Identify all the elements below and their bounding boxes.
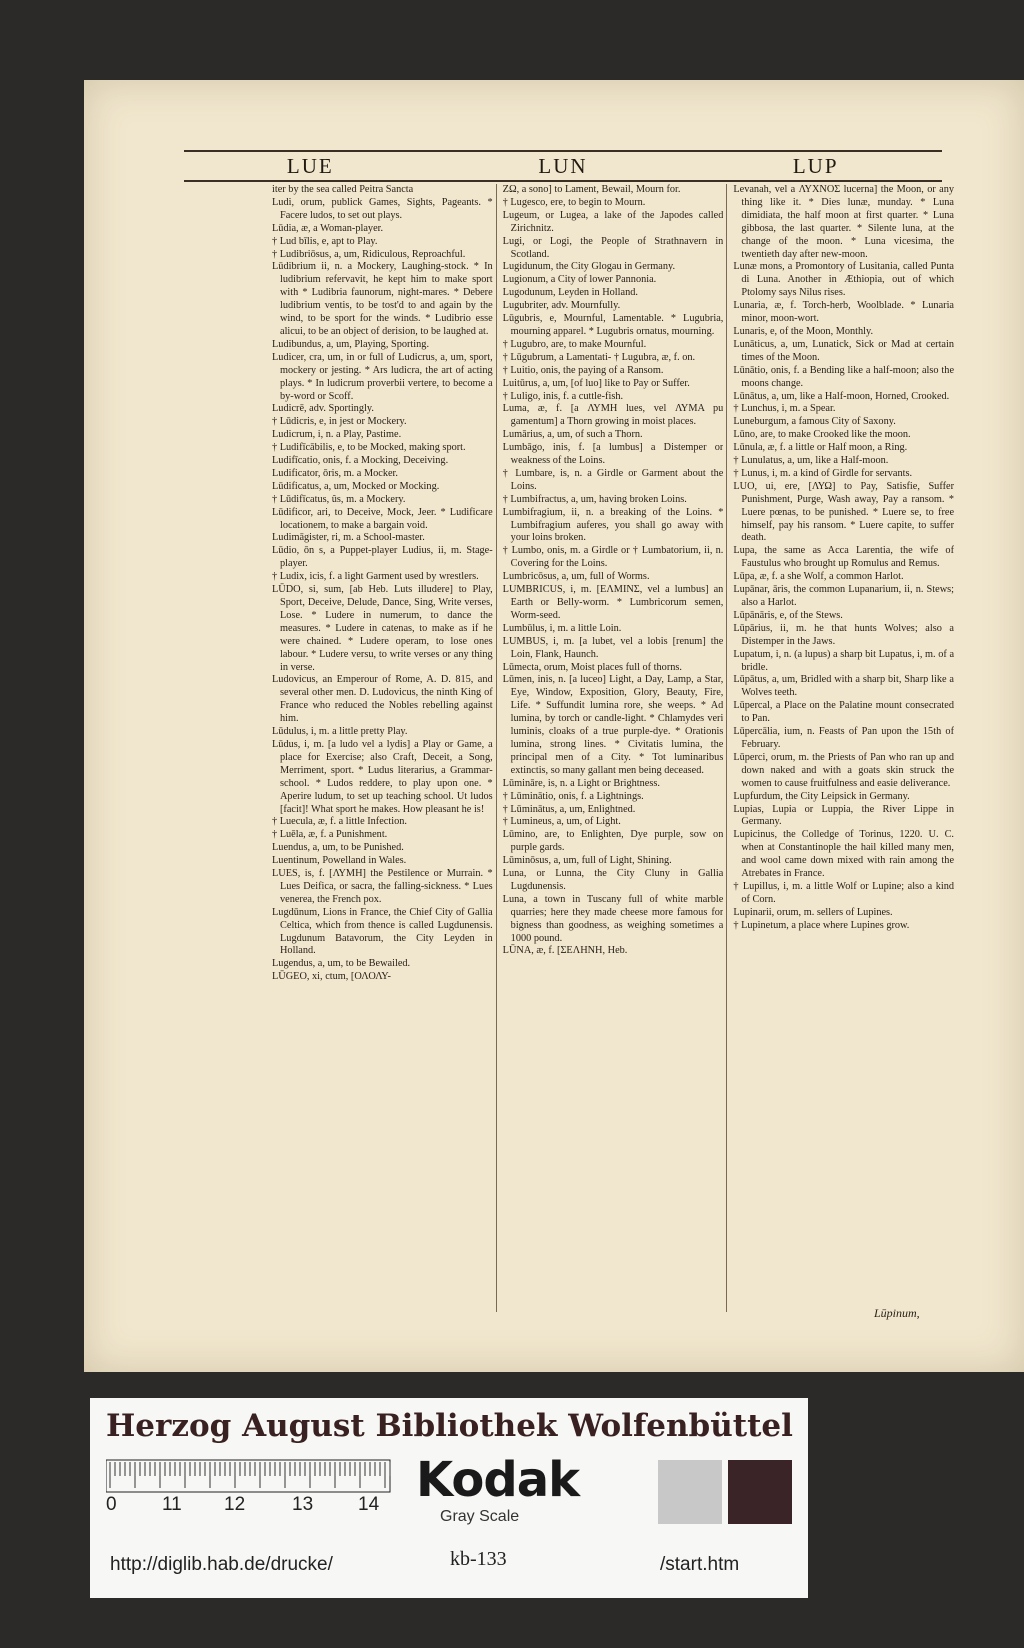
dictionary-entry: Lūgubris, e, Mournful, Lamentable. * Lugubria, mourning apparel. * Lugubris ornatus, mourning. — [502, 313, 724, 337]
dictionary-entry: Lūmino, are, to Enlighten, Dye purple, sow on purple gards. — [502, 829, 724, 854]
dictionary-entry: Ludicrum, i, n. a Play, Pastime. — [272, 429, 402, 441]
shelf-code: kb-133 — [450, 1548, 507, 1570]
dictionary-entry: Ludibundus, a, um, Playing, Sporting. — [272, 338, 430, 350]
dictionary-entry: Luna, a town in Tuscany full of white marble quarries; here they made cheese more famous for bigness than goodness, as weighing sometimes a 1000 pound. — [502, 893, 724, 944]
dictionary-entry: Lūpātus, a, um, Bridled with a sharp bit, Sharp like a Wolves teeth. — [733, 674, 955, 699]
dictionary-entry: Ludifīcatio, onis, f. a Mocking, Deceiving. — [272, 455, 449, 467]
header-center: LUN — [538, 154, 588, 178]
dictionary-entry: † Lumbifractus, a, um, having broken Loins. — [502, 493, 687, 505]
dictionary-entry: LUMBRICUS, i, m. [ΕΛΜΙΝΣ, vel a lumbus] an Earth or Belly-worm. * Lumbricorum semen, Worm-seed. — [502, 584, 724, 621]
dictionary-entry: Ludificator, ōris, m. a Mocker. — [272, 467, 398, 479]
dictionary-entry: Lupias, Lupia or Luppia, the River Lippe in Germany. — [733, 803, 955, 828]
column-left — [272, 184, 493, 1324]
column-center — [503, 184, 724, 1324]
dictionary-entry: † Ludibriōsus, a, um, Ridiculous, Reproachful. — [272, 248, 466, 260]
dictionary-entry: Lugdūnum, Lions in France, the Chief City of Gallia Celtica, which from thence is called Lugdunensis. Lugdunum Batavorum, the City Leyden in Holland. — [272, 906, 493, 957]
dictionary-entry: Lumārius, a, um, of such a Thorn. — [502, 429, 643, 441]
dictionary-columns — [272, 184, 954, 1324]
dictionary-entry: Lugidunum, the City Glogau in Germany. — [502, 261, 676, 273]
gray-scale-label: Gray Scale — [440, 1508, 520, 1525]
dictionary-entry: ΖΩ, a sono] to Lament, Bewail, Mourn for. — [502, 184, 681, 195]
dictionary-entry: LŪDO, si, sum, [ab Heb. Luts illudere] to Play, Sport, Deceive, Delude, Dance, Sing, Write verses, Lose. * Ludere in numerum, to dance the measures. * Ludere in catenas, to make as if he were chained. * Ludere operam, to lose ones labour. * Ludere versu, to write verses or any thing in verse. — [272, 584, 493, 673]
dictionary-entry: Lūdibrium ii, n. a Mockery, Laughing-stock. * In ludibrium refervavit, he kept him to make sport with * Ludibria faunorum, night-mares. * Debere ludibrium ventis, to be tost'd to and again by the wind, to be sport for the winds. * Ludibrio esse alicui, to be an object of derision, to be laughed at. — [272, 261, 493, 337]
dictionary-entry: LUES, is, f. [ΛΥΜΗ] the Pestilence or Murrain. * Lues Deifica, or sacra, the falling-sickness. * Lues venerea, the French pox. — [272, 868, 493, 905]
ruler-number: 12 — [224, 1494, 246, 1515]
dictionary-entry: Lūdia, æ, a Woman-player. — [272, 222, 384, 234]
running-headers — [184, 154, 942, 178]
dictionary-entry: Luma, æ, f. [a ΛΥΜΗ lues, vel ΛΥΜΑ pu gamentum] a Thorn growing in moist places. — [502, 403, 724, 428]
dictionary-entry: LŪGEO, xi, ctum, [ΟΛΟΛΥ- — [272, 971, 391, 983]
dictionary-entry: † Luitio, onis, the paying of a Ransom. — [502, 364, 664, 376]
dictionary-entry: Lupicinus, the Colledge of Torinus, 1220. U. C. when at Constantinople the hail killed many men, and wool came down mixed with rain among the Atrebates in France. — [733, 829, 955, 880]
dictionary-entry: Lūperci, orum, m. the Priests of Pan who ran up and down naked and with a goats skin struck the women to cause fruitfulness and easie deliverance. — [733, 751, 955, 789]
top-rule — [184, 150, 942, 152]
dictionary-entry: Lūmināre, is, n. a Light or Brightness. — [502, 777, 660, 789]
dictionary-entry: † Lunus, i, m. a kind of Girdle for servants. — [733, 467, 913, 479]
dictionary-entry: Lugeum, or Lugea, a lake of the Japodes called Zirichnitz. — [502, 209, 724, 234]
dictionary-entry: Lunāticus, a, um, Lunatick, Sick or Mad at certain times of the Moon. — [733, 338, 955, 363]
dictionary-entry: Lugodunum, Leyden in Holland. — [502, 287, 638, 299]
ruler-ticks — [106, 1458, 391, 1494]
ruler-number: 11 — [162, 1494, 182, 1515]
dictionary-entry: † Lūgubrum, a Lamentati- † Lugubra, æ, f. on. — [502, 351, 696, 363]
dictionary-entry: Ludi, orum, publick Games, Sights, Pageants. * Facere ludos, to set out plays. — [272, 196, 493, 221]
dictionary-entry: Lumbricōsus, a, um, full of Worms. — [502, 571, 650, 583]
dictionary-entry: Lumbāgo, inis, f. [a lumbus] a Distemper or weakness of the Loins. — [502, 442, 724, 467]
dictionary-entry: † Lūdicris, e, in jest or Mockery. — [272, 416, 407, 428]
catchword: Lūpinum, — [874, 1306, 920, 1320]
dictionary-entry: † Lupillus, i, m. a little Wolf or Lupine; also a kind of Corn. — [733, 880, 955, 905]
dictionary-entry: Lūpercal, a Place on the Palatine mount consecrated to Pan. — [733, 700, 955, 725]
header-right: LUP — [792, 154, 839, 178]
kodak-logo: Kodak — [416, 1452, 579, 1508]
dictionary-entry: Ludimāgister, ri, m. a School-master. — [272, 532, 425, 544]
dictionary-entry: Lūpercālia, ium, n. Feasts of Pan upon the 15th of February. — [733, 726, 955, 750]
dictionary-entry: Lūmen, inis, n. [a luceo] Light, a Day, Lamp, a Star, Eye, Window, Exposition, Glory, Beauty, Fire, Life. * Suffundit lumina rore, she weeps. * Ad lumina, by torch or candle-light. * Chlamydes veri luminis, cloaks of a true purple-dye. * Orationis lumina, strong lines. * Civitatis lumina, the principal men of a City. * Tot luminaribus extinctis, so many gallant men being deceased. — [502, 674, 724, 776]
dictionary-entry: Lūno, are, to make Crooked like the moon. — [733, 429, 911, 441]
dictionary-entry: Luitūrus, a, um, [of luo] like to Pay or Suffer. — [502, 377, 690, 389]
gray-swatch-dark — [728, 1460, 792, 1524]
header-rule — [184, 180, 942, 182]
dictionary-entry: † Lud bīlis, e, apt to Play. — [272, 235, 378, 247]
gray-swatch-light — [658, 1460, 722, 1524]
dictionary-entry: † Lugesco, ere, to begin to Mourn. — [502, 196, 646, 208]
column-divider — [726, 184, 727, 1312]
dictionary-entry: Lūpānāris, e, of the Stews. — [733, 609, 843, 621]
start-path: /start.htm — [660, 1554, 740, 1575]
library-title: Herzog August Bibliothek Wolfenbüttel — [106, 1408, 793, 1444]
dictionary-entry: Lūdio, ōn s, a Puppet-player Ludius, ii, m. Stage-player. — [272, 545, 493, 570]
dictionary-entry: Levanah, vel a ΛΥΧΝΟΣ lucerna] the Moon, or any thing like it. * Dies lunæ, munday. * Luna dimidiata, the half moon at first quarter. * Luna gibbosa, the last quarter. * Silente luna, at the change of the moon. * Luna vicesima, the twentieth day after new-moon. — [733, 184, 955, 260]
column-right — [733, 184, 954, 1324]
ruler-number: 13 — [292, 1494, 314, 1515]
dictionary-entry: † Luēla, æ, f. a Punishment. — [272, 829, 388, 841]
scale-ruler — [106, 1458, 391, 1515]
dictionary-entry: Lumbūlus, i, m. a little Loin. — [502, 622, 622, 634]
dictionary-entry: † Lunulatus, a, um, like a Half-moon. — [733, 455, 889, 467]
dictionary-entry: Luna, or Lunna, the City Cluny in Gallia Lugdunensis. — [502, 868, 724, 892]
dictionary-entry: Lupatum, i, n. (a lupus) a sharp bit Lupatus, i, m. of a bridle. — [733, 648, 955, 673]
dictionary-entry: Lūdificatus, a, um, Mocked or Mocking. — [272, 480, 440, 492]
column-divider — [496, 184, 497, 1312]
dictionary-entry: † Luecula, æ, f. a little Infection. — [272, 816, 407, 828]
dictionary-entry: † Ludix, icis, f. a light Garment used by wrestlers. — [272, 571, 479, 583]
library-url: http://diglib.hab.de/drucke/ — [110, 1554, 333, 1575]
dictionary-entry: Lūnātio, onis, f. a Bending like a half-moon; also the moons change. — [733, 364, 955, 389]
dictionary-entry: iter by the sea called Peitra Sancta — [272, 184, 414, 195]
dictionary-entry: Lumbifragium, ii, n. a breaking of the Loins. * Lumbifragium auferes, you shall go away with your loins broken. — [502, 506, 724, 544]
dictionary-entry: Lūminōsus, a, um, full of Light, Shining. — [502, 855, 672, 867]
library-scan-card — [90, 1398, 808, 1598]
dictionary-entry: † Lunchus, i, m. a Spear. — [733, 403, 836, 415]
dictionary-entry: Lūpa, æ, f. a she Wolf, a common Harlot. — [733, 571, 904, 583]
dictionary-entry: LUMBUS, i, m. [a lubet, vel a lobis [renum] the Loin, Flank, Haunch. — [502, 635, 724, 660]
dictionary-entry: Lugubriter, adv. Mournfully. — [502, 300, 621, 312]
dictionary-entry: Lūdificor, ari, to Deceive, Mock, Jeer. * Ludificare locationem, to make a bargain void. — [272, 506, 493, 531]
dictionary-entry: LUO, ui, ere, [ΛΥΩ] to Pay, Satisfie, Suffer Punishment, Purge, Wash away, Pay a ransom. * Luere pœnas, to be punished. * Luere se, to free himself, pay his ransom. * Luere capite, to suffer death. — [733, 480, 955, 544]
dictionary-entry: Ludicrē, adv. Sportingly. — [272, 403, 374, 415]
dictionary-entry: Lupa, the same as Acca Larentia, the wife of Faustulus who brought up Romulus and Remus. — [733, 545, 955, 570]
dictionary-entry: Ludicer, cra, um, in or full of Ludicrus, a, um, sport, mockery or jesting. * Ars ludicra, the art of acting plays. * In ludicrum proverbii vertere, to become a by-word or Scoff. — [272, 351, 493, 402]
dictionary-entry: Luneburgum, a famous City of Saxony. — [733, 416, 896, 428]
dictionary-entry: Lūmecta, orum, Moist places full of thorns. — [502, 661, 682, 673]
dictionary-entry: Lugi, or Logi, the People of Strathnavern in Scotland. — [502, 235, 724, 260]
dictionary-entry: † Lugubro, are, to make Mournful. — [502, 338, 647, 350]
ruler-number: 14 — [358, 1494, 380, 1515]
dictionary-entry: Lupānar, āris, the common Lupanarium, ii, n. Stews; also a Harlot. — [733, 584, 955, 608]
dictionary-entry: † Lumbare, is, n. a Girdle or Garment about the Loins. — [502, 467, 724, 492]
dictionary-entry: Luentinum, Powelland in Wales. — [272, 855, 407, 867]
dictionary-entry: † Lūminātio, onis, f. a Lightnings. — [502, 790, 644, 802]
dictionary-entry: † Lupinetum, a place where Lupines grow. — [733, 919, 910, 931]
dictionary-entry: Lūdus, i, m. [a ludo vel a lydis] a Play or Game, a place for Exercise; also Craft, Deceit, a Song, Merriment, sport. * Ludus literarius, a Grammar-school. * Ludos reddere, to play upon one. * Aperire ludum, to set up teaching school. Ut ludos [facit]! What sport he makes. How pleasant he is! — [272, 738, 493, 815]
ruler-number: 0 — [106, 1494, 117, 1515]
dictionary-entry: † Lūminātus, a, um, Enlightned. — [502, 803, 636, 815]
dictionary-entry: Lugionum, a City of lower Pannonia. — [502, 274, 657, 286]
dictionary-entry: Lūdulus, i, m. a little pretty Play. — [272, 726, 408, 738]
dictionary-entry: Lunaria, æ, f. Torch-herb, Woolblade. * Lunaria minor, moon-wort. — [733, 300, 955, 325]
dictionary-entry: Lugendus, a, um, to be Bewailed. — [272, 958, 411, 970]
dictionary-entry: † Ludifīcābilis, e, to be Mocked, making sport. — [272, 442, 466, 454]
dictionary-entry: Lunæ mons, a Promontory of Lusitania, called Punta di Luna. Another in Æthiopia, out of which Ptolomy says Nilus rises. — [733, 261, 955, 299]
dictionary-entry: Lūnātus, a, um, like a Half-moon, Horned, Crooked. — [733, 390, 950, 402]
dictionary-entry: Luendus, a, um, to be Punished. — [272, 842, 404, 854]
dictionary-entry: † Lūdifīcatus, ûs, m. a Mockery. — [272, 493, 406, 505]
dictionary-entry: † Lumbo, onis, m. a Girdle or † Lumbatorium, ii, n. Covering for the Loins. — [502, 545, 724, 570]
dictionary-entry: Lupfurdum, the City Leipsick in Germany. — [733, 790, 910, 802]
dictionary-entry: Lūnula, æ, f. a little or Half moon, a Ring. — [733, 442, 908, 454]
dictionary-entry: † Lumineus, a, um, of Light. — [502, 816, 621, 828]
dictionary-entry: Lūpārius, ii, m. he that hunts Wolves; also a Distemper in the Jaws. — [733, 622, 955, 647]
dictionary-entry: † Luligo, inis, f. a cuttle-fish. — [502, 390, 624, 402]
dictionary-entry: Ludovicus, an Emperour of Rome, A. D. 815, and several other men. D. Ludovicus, the ninth King of France who reduced the Nobles rebelling against him. — [272, 674, 493, 725]
dictionary-entry: LŪNA, æ, f. [ΣΕΛΗΝΗ, Heb. — [502, 945, 628, 957]
dictionary-entry: Lupinarii, orum, m. sellers of Lupines. — [733, 906, 893, 918]
dictionary-entry: Lunaris, e, of the Moon, Monthly. — [733, 325, 874, 337]
header-left: LUE — [286, 154, 334, 178]
